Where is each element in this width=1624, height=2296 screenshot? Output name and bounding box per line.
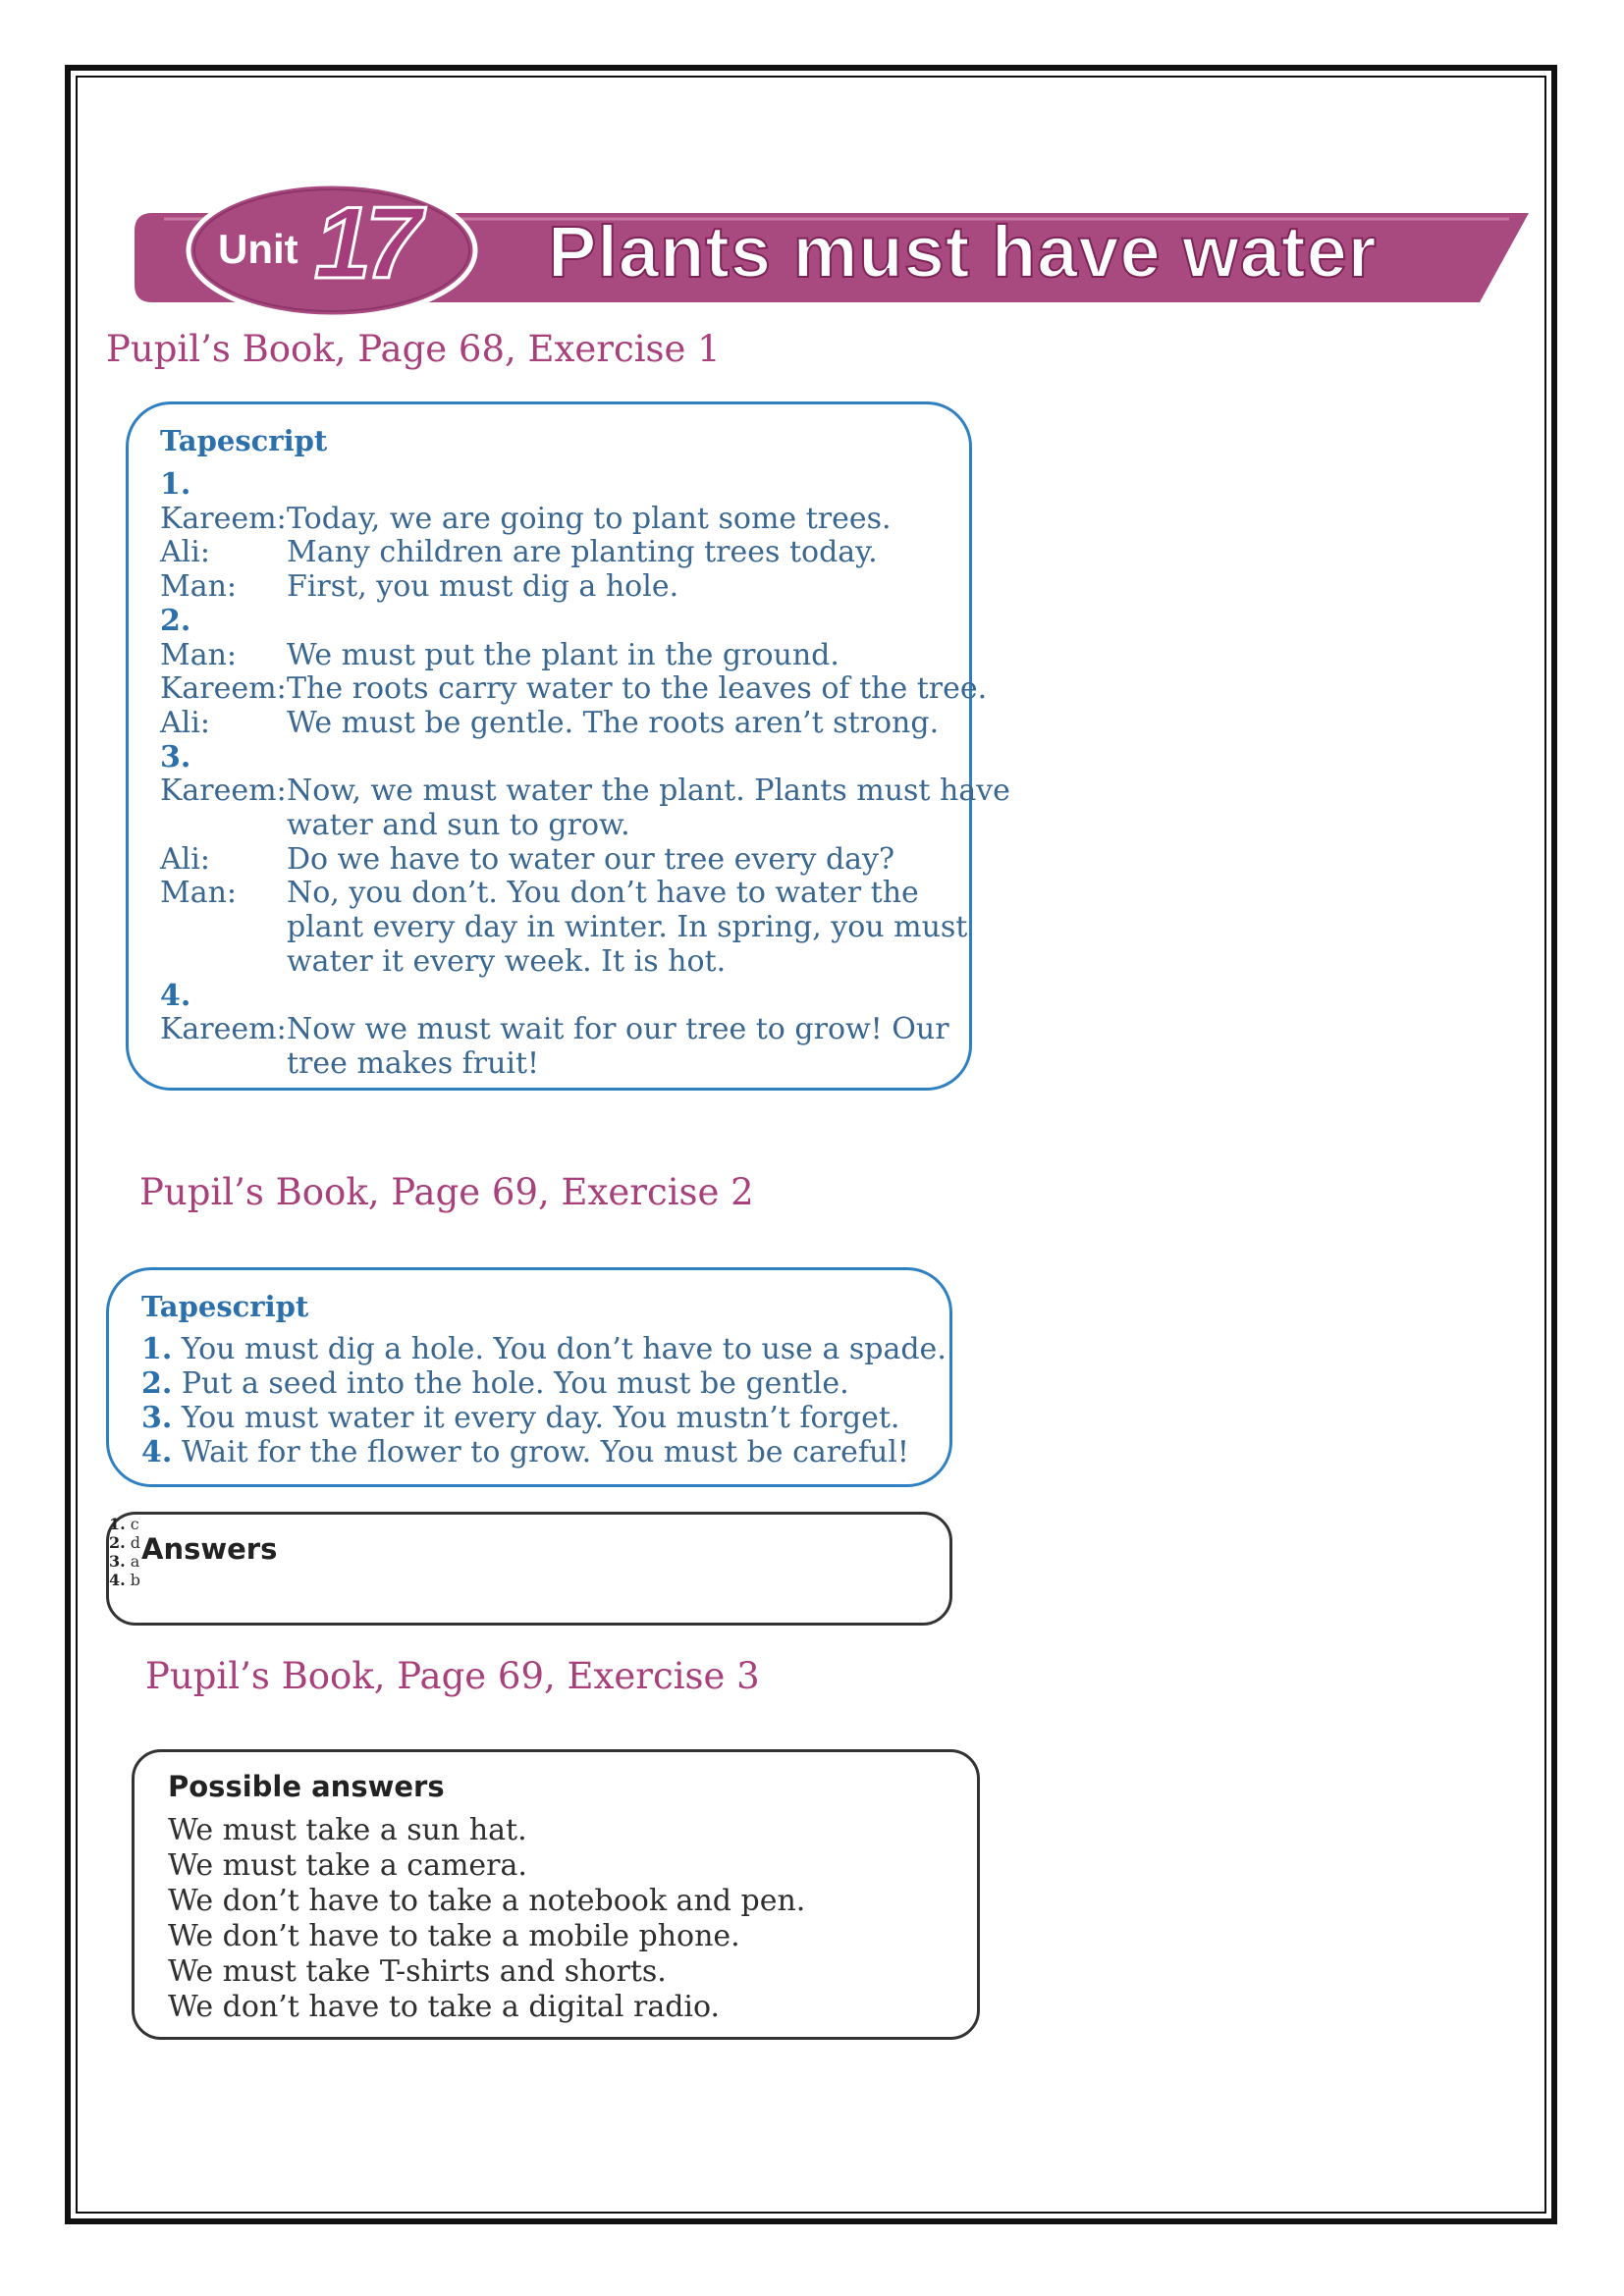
possible-answer: We don’t have to take a mobile phone. (168, 1919, 740, 1953)
dialogue-line: Do we have to water our tree every day? (287, 841, 895, 877)
box-title: Possible answers (168, 1770, 445, 1803)
dialogue-line: The roots carry water to the leaves of the tree. (287, 671, 988, 707)
speaker-name: Ali: (160, 841, 210, 877)
answer-number: 1. (109, 1515, 126, 1533)
exercise-heading-1: Pupil’s Book, Page 68, Exercise 1 (106, 328, 721, 370)
item-number: 4. (141, 1435, 173, 1469)
speaker-name: Kareem: (160, 671, 287, 707)
speaker-name: Kareem: (160, 1012, 287, 1047)
answer-item (109, 1571, 949, 1589)
answer-number: 2. (109, 1533, 126, 1552)
speaker-name: Kareem: (160, 774, 287, 809)
answer-item (109, 1515, 949, 1533)
tapescript-dialogue (129, 404, 1010, 1088)
possible-answer: We must take T-shirts and shorts. (168, 1954, 667, 1989)
dialogue-line: Today, we are going to plant some trees. (287, 501, 892, 536)
tapescript-item (141, 1435, 909, 1469)
dialogue-line: water and sun to grow. (287, 808, 630, 842)
dialogue-line: tree makes fruit! (287, 1045, 540, 1081)
answer-number: 4. (109, 1571, 126, 1589)
tapescript-item (141, 1401, 899, 1435)
dialogue-line: First, you must dig a hole. (287, 569, 679, 605)
item-number: 1. (141, 1332, 173, 1366)
possible-answer: We don’t have to take a digital radio. (168, 1990, 721, 2024)
answer-value: a (130, 1552, 140, 1571)
dialogue-line: Now, we must water the plant. Plants must have (287, 774, 1010, 809)
answers-box (106, 1512, 952, 1626)
part-number: 3. (160, 739, 191, 774)
part-number: 2. (160, 603, 191, 638)
box-title: Tapescript (141, 1290, 309, 1323)
item-text: Put a seed into the hole. You must be gentle. (181, 1366, 849, 1401)
tapescript-box-1 (126, 401, 1010, 1091)
dialogue-line: We must be gentle. The roots aren’t strong. (287, 705, 940, 740)
tapescript-item (141, 1366, 849, 1401)
exercise-heading-3: Pupil’s Book, Page 69, Exercise 3 (145, 1655, 760, 1697)
tapescript-box-2 (106, 1267, 952, 1487)
box-title: Tapescript (160, 424, 328, 457)
exercise-heading-2: Pupil’s Book, Page 69, Exercise 2 (139, 1171, 754, 1213)
tapescript-item (141, 1332, 947, 1366)
item-text: You must water it every day. You mustn’t forget. (181, 1401, 900, 1435)
possible-answer: We don’t have to take a notebook and pen. (168, 1884, 806, 1918)
speaker-name: Ali: (160, 705, 210, 740)
speaker-name: Man: (160, 637, 238, 672)
unit-number: 17 (314, 187, 416, 300)
speaker-name: Man: (160, 569, 238, 605)
possible-answer: We must take a camera. (168, 1848, 527, 1883)
item-text: You must dig a hole. You don’t have to use a spade. (181, 1332, 947, 1366)
answer-number: 3. (109, 1552, 126, 1571)
dialogue-line: No, you don’t. You don’t have to water the (287, 876, 919, 911)
dialogue-line: plant every day in winter. In spring, you must (287, 910, 968, 945)
answer-value: c (130, 1515, 139, 1533)
item-number: 2. (141, 1366, 173, 1401)
dialogue-line: water it every week. It is hot. (287, 943, 727, 979)
answer-value: b (130, 1571, 141, 1589)
dialogue-line: Many children are planting trees today. (287, 535, 878, 570)
dialogue-line: Now we must wait for our tree to grow! Our (287, 1012, 949, 1047)
possible-answers-box (132, 1749, 980, 2040)
part-number: 4. (160, 978, 191, 1013)
part-number: 1. (160, 467, 191, 502)
unit-label: Unit (218, 226, 298, 272)
item-number: 3. (141, 1401, 173, 1435)
speaker-name: Ali: (160, 535, 210, 570)
speaker-name: Kareem: (160, 501, 287, 536)
speaker-name: Man: (160, 876, 238, 911)
possible-answer: We must take a sun hat. (168, 1813, 527, 1847)
answer-value: d (130, 1533, 141, 1552)
box-title: Answers (141, 1532, 278, 1566)
unit-title: Plants must have water (548, 211, 1378, 293)
item-text: Wait for the flower to grow. You must be careful! (181, 1435, 909, 1469)
dialogue-line: We must put the plant in the ground. (287, 637, 839, 672)
